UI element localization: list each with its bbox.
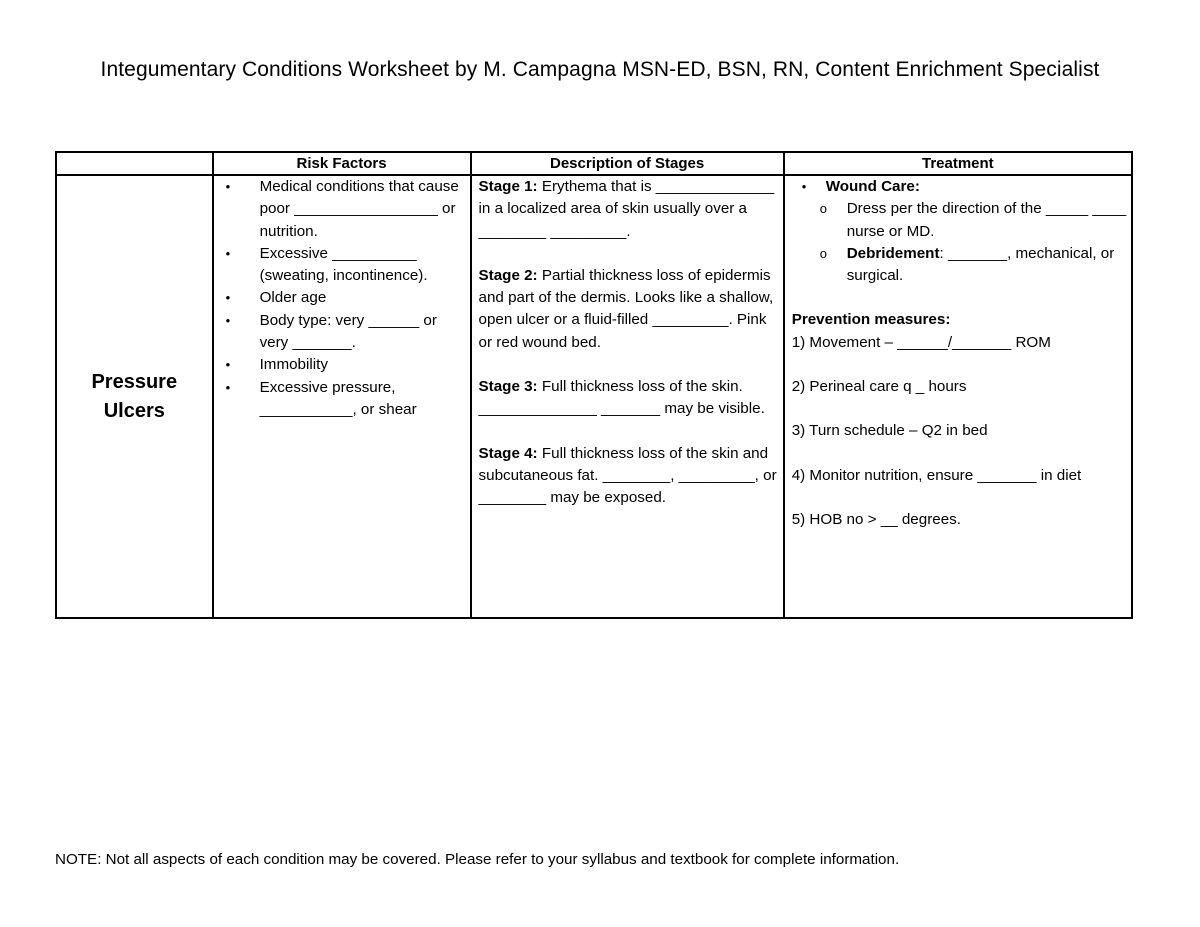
prevention-title: Prevention measures: xyxy=(791,311,951,329)
risk-factors-list xyxy=(214,176,470,421)
condition-row xyxy=(56,175,1132,618)
list-item: • Medical conditions that cause poor _________________ or nutrition. xyxy=(225,178,459,240)
stage-2: Stage 2: Partial thickness loss of epidermis and part of the dermis. Looks like a shallow, open ulcer or a fluid-filled _________. Pink or red wound bed. xyxy=(478,266,774,351)
worksheet-title: Integumentary Conditions Worksheet by M. Campagna MSN-ED, BSN, RN, Content Enrichment Specialist xyxy=(100,58,1100,81)
bullet-icon: • xyxy=(225,245,231,261)
header-treatment: Treatment xyxy=(784,152,1132,175)
condition-name-cell xyxy=(56,175,213,618)
list-item: • Excessive __________ (sweating, incontinence). xyxy=(225,244,428,285)
stage-3: Stage 3: Full thickness loss of the skin. ______________ _______ may be visible. xyxy=(478,378,765,418)
condition-name: Pressure Ulcers xyxy=(91,370,178,422)
stages-cell xyxy=(471,175,784,618)
wound-care-heading: • Wound Care: xyxy=(792,176,1127,198)
prevention-item: 1) Movement – ______/_______ ROM xyxy=(791,333,1051,351)
conditions-table xyxy=(55,151,1133,619)
treatment-content xyxy=(785,176,1131,531)
bullet-icon: • xyxy=(225,357,231,373)
risk-factors-cell xyxy=(213,175,471,618)
prevention-item: 4) Monitor nutrition, ensure _______ in diet xyxy=(791,466,1082,484)
header-risk-factors: Risk Factors xyxy=(213,152,471,175)
footer-note: NOTE: Not all aspects of each condition may be covered. Please refer to your syllabus and textbook for complete information. xyxy=(55,851,900,868)
bullet-icon: • xyxy=(801,179,807,194)
bullet-icon: • xyxy=(225,312,231,328)
bullet-icon: • xyxy=(225,179,231,194)
header-row xyxy=(56,152,1132,175)
prevention-item: 5) HOB no > __ degrees. xyxy=(791,510,961,528)
list-item: • Immobility xyxy=(214,354,466,376)
circle-bullet-icon: o xyxy=(819,201,827,217)
bullet-icon: • xyxy=(225,379,231,395)
stage-1: Stage 1: Erythema that is ______________ in a localized area of skin usually over a ________ _________. xyxy=(478,178,775,240)
stage-4: Stage 4: Full thickness loss of the skin and subcutaneous fat. ________, _________, or ________ may be exposed. xyxy=(478,444,777,507)
circle-bullet-icon: o xyxy=(819,245,827,261)
bullet-icon: • xyxy=(225,290,231,306)
header-description-of-stages: Description of Stages xyxy=(471,152,784,175)
header-condition xyxy=(56,152,213,175)
prevention-item: 3) Turn schedule – Q2 in bed xyxy=(791,422,988,440)
list-item: • Older age xyxy=(214,287,466,309)
treatment-cell xyxy=(784,175,1132,618)
list-item: o Debridement: _______, mechanical, or surgical. xyxy=(819,244,1115,285)
list-item: o Dress per the direction of the _____ ____ nurse or MD. xyxy=(819,200,1127,240)
list-item: • Excessive pressure, ___________, or shear xyxy=(225,378,417,418)
stages-list xyxy=(472,176,783,510)
prevention-item: 2) Perineal care q _ hours xyxy=(791,378,967,396)
wound-care-list xyxy=(792,198,1127,287)
list-item: • Body type: very ______ or very _______. xyxy=(225,311,437,352)
